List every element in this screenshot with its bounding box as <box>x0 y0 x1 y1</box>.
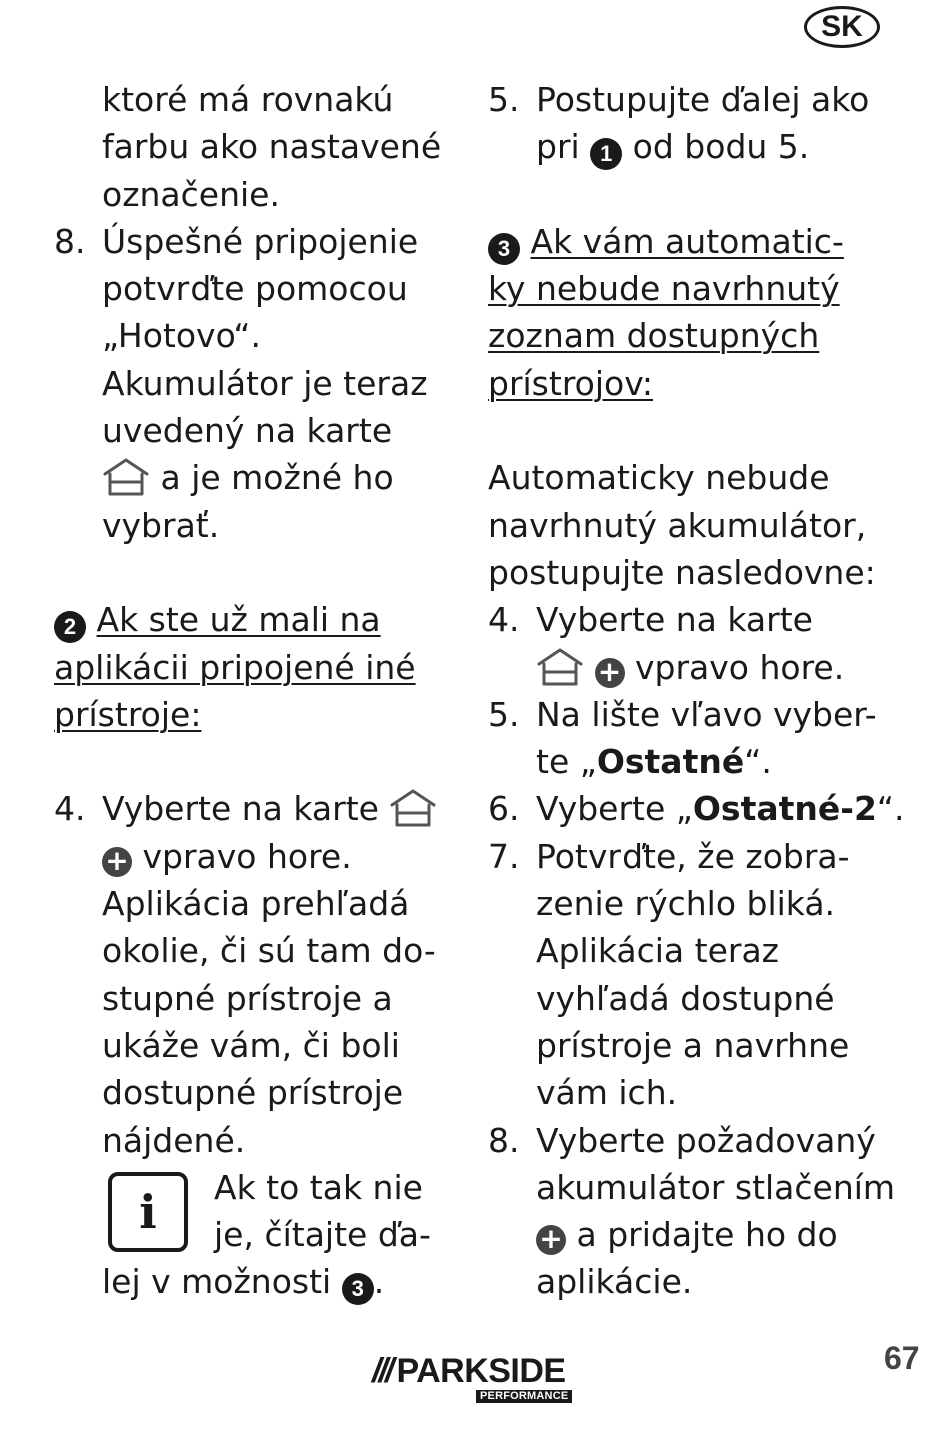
info-text: Ak to tak nie <box>214 1167 423 1207</box>
info-note <box>54 1164 454 1259</box>
number-bullet-1: 1 <box>590 138 622 170</box>
house-icon <box>536 647 584 687</box>
number-bullet-3: 3 <box>488 233 520 265</box>
left-column <box>54 76 454 1306</box>
text-line: vám ich. <box>536 1073 678 1113</box>
number-bullet-3: 3 <box>342 1273 374 1305</box>
section-heading-text: zoznam dostupných <box>488 316 820 356</box>
step-8-line <box>488 1117 908 1164</box>
menu-name: Ostatné <box>596 742 745 782</box>
step-text: Vyberte požadovaný <box>536 1120 876 1160</box>
step-5-line <box>488 76 908 123</box>
text-line <box>488 123 908 170</box>
house-icon <box>102 457 150 497</box>
step-number: 5. <box>488 80 520 119</box>
device-name: Ostatné-2 <box>692 789 877 829</box>
step-text: “. <box>744 742 772 782</box>
text-line: Aplikácia prehľadá <box>102 884 410 924</box>
text-line: nájdené. <box>102 1120 246 1160</box>
step-number: 8. <box>488 1120 520 1160</box>
step-text: Postupujte ďalej ako <box>536 80 870 119</box>
step-5-line <box>488 691 908 738</box>
step-number: 4. <box>54 789 86 829</box>
text-line <box>488 1211 908 1258</box>
text-line: vybrať. <box>102 505 220 545</box>
text-line: navrhnutý akumulátor, <box>488 505 867 545</box>
section-heading-text: Ak ste už mali na <box>96 600 381 640</box>
text-line: potvrďte pomocou <box>102 269 408 309</box>
logo-subtitle: PERFORMANCE <box>476 1390 572 1403</box>
section-3-heading <box>488 218 908 265</box>
step-text: “. <box>876 789 905 829</box>
text-line: „Hotovo“. <box>102 316 261 356</box>
text-line: uvedený na karte <box>102 411 393 451</box>
text-line: vyhľadá dostupné <box>536 978 835 1018</box>
step-number: 4. <box>488 600 520 640</box>
language-badge: SK <box>804 6 880 48</box>
text-line: ukáže vám, či boli <box>102 1025 400 1065</box>
step-7-line <box>488 833 908 880</box>
info-text <box>54 1258 454 1305</box>
section-heading-text: Ak vám automatic- <box>530 221 844 261</box>
logo-slashes: /// <box>372 1352 392 1390</box>
text-line: Aplikácia teraz <box>536 931 779 971</box>
step-text: vpravo hore. <box>132 836 352 876</box>
text-line: Automaticky nebude <box>488 458 830 498</box>
step-text: Vyberte na karte <box>536 600 813 640</box>
page-number: 67 <box>884 1340 920 1376</box>
step-text: od bodu 5. <box>622 127 810 167</box>
step-text: Potvrďte, že zobra- <box>536 836 850 876</box>
number-bullet-2: 2 <box>54 611 86 643</box>
step-number: 8. <box>54 221 86 261</box>
info-text-part: lej v možnosti <box>102 1262 342 1302</box>
text-line: aplikácie. <box>536 1262 693 1302</box>
text-line: Akumulátor je teraz <box>102 363 428 403</box>
text-line <box>54 454 454 501</box>
step-text: vpravo hore. <box>624 647 845 687</box>
step-8-line <box>54 218 454 265</box>
right-column <box>488 76 908 1306</box>
step-text: a pridajte ho do <box>566 1215 838 1255</box>
plus-circle-icon: + <box>595 658 625 688</box>
step-number: 5. <box>488 694 520 734</box>
logo-brand: PARKSIDE <box>396 1352 566 1390</box>
step-text: a je možné ho <box>150 458 394 498</box>
step-text: Na lište vľavo vyber- <box>536 694 877 734</box>
info-text-part: . <box>373 1262 385 1302</box>
step-text: Vyberte „ <box>536 789 693 829</box>
step-number: 6. <box>488 789 520 829</box>
info-text: je, čítajte ďa- <box>214 1215 431 1255</box>
section-heading-line <box>488 360 908 407</box>
step-4-line <box>54 785 454 832</box>
info-icon: i <box>108 1172 188 1252</box>
text-line: farbu ako nastavené <box>102 127 442 167</box>
text-line: označenie. <box>102 174 280 214</box>
text-line <box>488 644 908 691</box>
section-heading-text: prístroje: <box>54 694 202 734</box>
text-line: prístroje a navrhne <box>536 1025 850 1065</box>
text-line: okolie, či sú tam do- <box>102 931 436 971</box>
section-heading-line <box>54 691 454 738</box>
step-text: te „ <box>536 742 597 782</box>
text-line: postupujte nasledovne: <box>488 552 876 592</box>
step-text: Vyberte na karte <box>102 789 390 829</box>
step-text: Úspešné pripojenie <box>102 221 419 261</box>
section-heading-text: aplikácii pripojené iné <box>54 647 416 687</box>
step-number: 7. <box>488 836 520 876</box>
text-line: stupné prístroje a <box>102 978 393 1018</box>
parkside-logo <box>372 1352 569 1402</box>
step-6-line <box>488 785 908 832</box>
text-line: dostupné prístroje <box>102 1073 404 1113</box>
plus-circle-icon: + <box>102 847 132 877</box>
text-line <box>54 833 454 880</box>
section-2-heading <box>54 596 454 643</box>
section-heading-text: ky nebude navrhnutý <box>488 269 840 309</box>
house-icon <box>389 788 437 828</box>
step-4-line <box>488 596 908 643</box>
text-line: akumulátor stlačením <box>536 1167 896 1207</box>
text-line: ktoré má rovnakú <box>102 80 394 119</box>
text-line <box>488 738 908 785</box>
text-line: zenie rýchlo bliká. <box>536 884 836 924</box>
step-text: pri <box>536 127 591 167</box>
plus-circle-icon: + <box>536 1225 566 1255</box>
section-heading-text: prístrojov: <box>488 363 654 403</box>
